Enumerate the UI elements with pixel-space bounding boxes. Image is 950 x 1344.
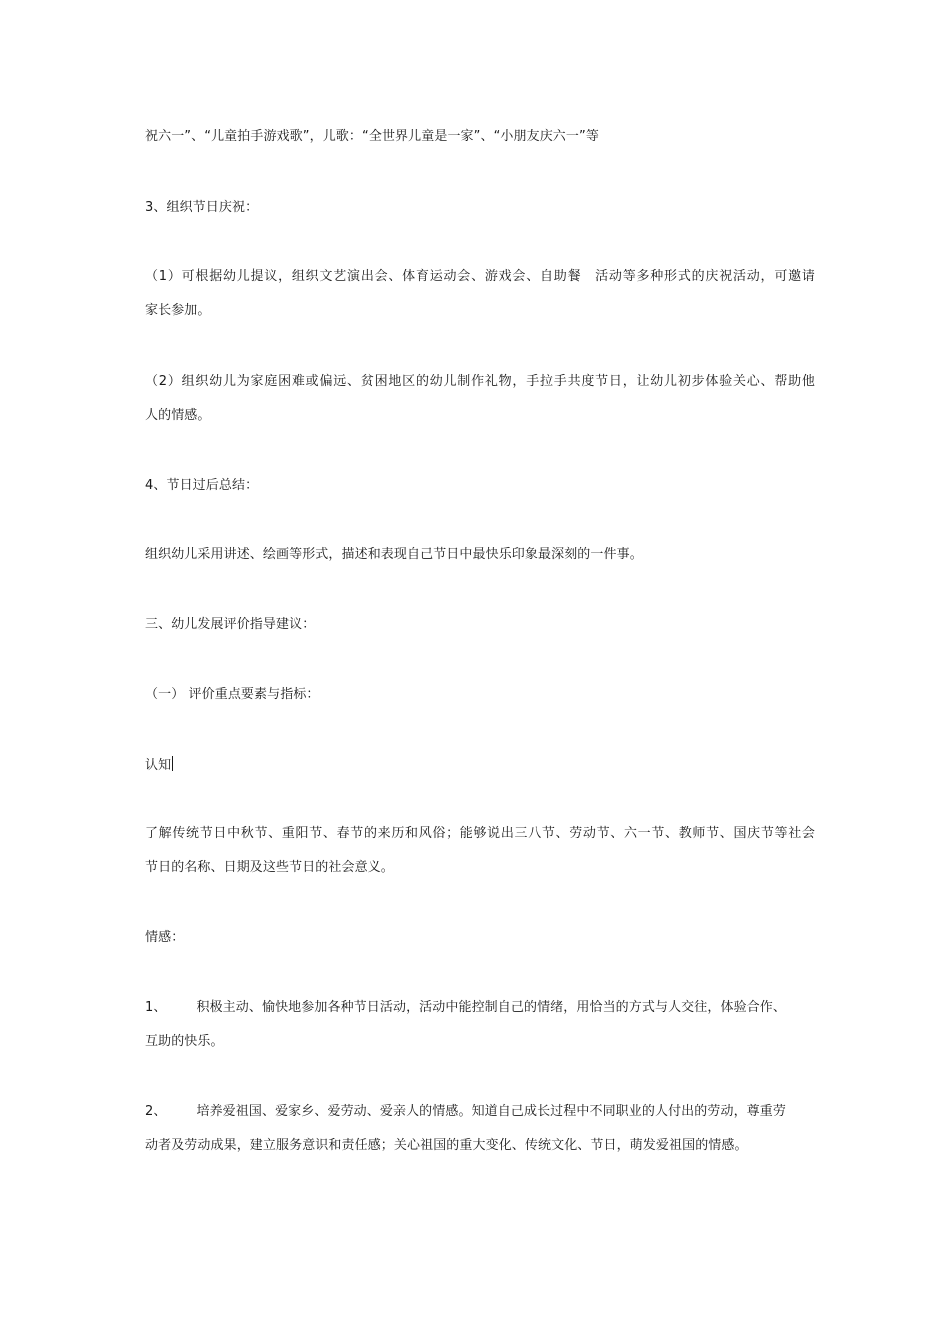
item-2-line-2: 人的情感。 <box>145 408 211 423</box>
text-cursor <box>172 756 173 771</box>
cognition-line-1: 了解传统节日中秋节、重阳节、春节的来历和风俗；能够说出三八节、劳动节、六一节、教师节、国庆节等社会 <box>145 826 815 841</box>
emotion-2-line-2: 动者及劳动成果，建立服务意识和责任感；关心祖国的重大变化、传统文化、节日，萌发爱祖国的情感。 <box>145 1138 748 1153</box>
emotion-label: 情感： <box>145 930 185 945</box>
heading-organize-celebration: 3、组织节日庆祝： <box>145 200 259 215</box>
emotion-1-line-2: 互助的快乐。 <box>145 1034 224 1049</box>
subsection-1-heading: （一） 评价重点要素与指标： <box>145 687 320 702</box>
item-1-line-1: （1）可根据幼儿提议，组织文艺演出会、体育运动会、游戏会、自助餐 活动等多种形式的庆祝活动，可邀请 <box>145 269 815 284</box>
item-1-line-2: 家长参加。 <box>145 303 211 318</box>
heading-post-holiday-summary: 4、节日过后总结： <box>145 478 259 493</box>
cognition-label-line <box>145 756 815 775</box>
emotion-1-text: 积极主动、愉快地参加各种节日活动，活动中能控制自己的情绪，用恰当的方式与人交往，体验合作、 <box>196 1000 786 1015</box>
text-line-songs: 祝六一”、“儿童拍手游戏歌”，儿歌：“全世界儿童是一家”、“小朋友庆六一”等 <box>145 129 599 144</box>
emotion-1-line-1 <box>145 999 815 1017</box>
emotion-1-number: 1、 <box>145 1000 167 1015</box>
emotion-2-line-1 <box>145 1103 815 1121</box>
cognition-label: 认知 <box>145 758 172 773</box>
item-2-line-1: （2）组织幼儿为家庭困难或偏远、贫困地区的幼儿制作礼物，手拉手共度节日，让幼儿初步体验关心、帮助他 <box>145 374 815 389</box>
section-3-heading: 三、幼儿发展评价指导建议： <box>145 617 316 632</box>
cognition-line-2: 节日的名称、日期及这些节日的社会意义。 <box>145 860 394 875</box>
summary-text: 组织幼儿采用讲述、绘画等形式，描述和表现自己节日中最快乐印象最深刻的一件事。 <box>145 547 643 562</box>
emotion-2-text: 培养爱祖国、爱家乡、爱劳动、爱亲人的情感。知道自己成长过程中不同职业的人付出的劳动，尊重劳 <box>196 1104 786 1119</box>
emotion-2-number: 2、 <box>145 1104 167 1119</box>
